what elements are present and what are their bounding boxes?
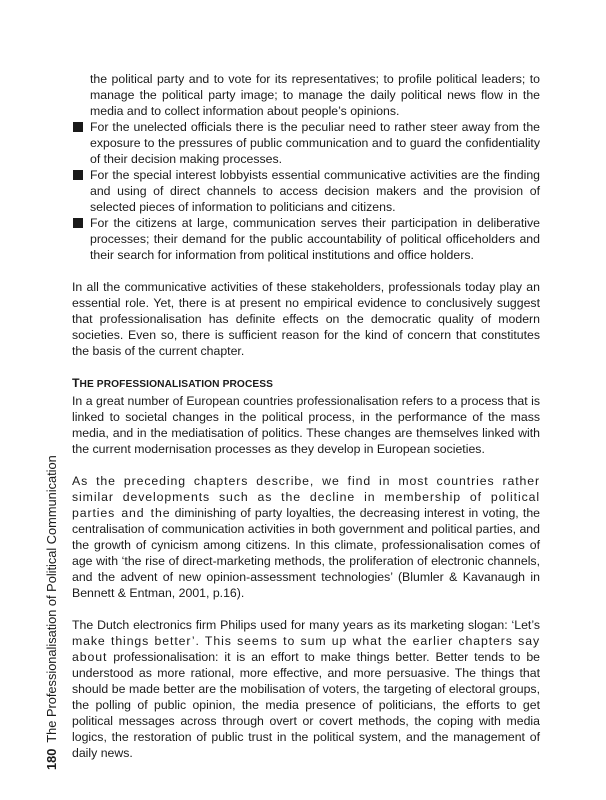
running-title: The Professionalisation of Political Communication xyxy=(44,455,59,743)
paragraph-spaced-line: make things better’. This seems to sum up what the earlier chapters say about xyxy=(72,634,540,664)
stakeholder-list xyxy=(72,119,540,263)
intro-continuation: the political party and to vote for its representatives; to profile political leaders; to manage the political party image; to manage the daily political news flow in the media and to collect information about people’s opinions. xyxy=(90,72,540,118)
paragraph-text: diminishing of party loyalties, the decreasing interest in voting, the centralisation of communication activities in both government and political parties, and the growth of cynicism among citizens. In this climate, professionalisation comes of age with ‘the rise of direct-marketing methods, the proliferation of electronic channels, and the advent of new opinion-assessment technologies’ (Blumler & Kavanaugh in Bennett & Entman, 2001, p.16). xyxy=(72,506,541,600)
list-item xyxy=(72,215,540,263)
paragraph-spaced-lines: As the preceding chapters describe, we find in most countries rather similar developments such as the decline in membership of political parties and the xyxy=(72,474,540,520)
paragraph: In a great number of European countries professionalisation refers to a process that is linked to societal changes in the political process, in the performance of the mass media, and in the mediatisation of politics. These changes are themselves linked with the current modernisation processes as they develop in European societies. xyxy=(72,394,540,456)
paragraph xyxy=(72,617,540,761)
body-text xyxy=(72,71,540,761)
list-item-text: For the unelected officials there is the peculiar need to rather steer away from the exposure to the pressures of public communication and to guard the confidentiality of their decision making processes. xyxy=(90,120,540,166)
paragraph xyxy=(72,473,540,601)
section-heading-rest: HE PROFESSIONALISATION PROCESS xyxy=(79,379,274,390)
paragraph-text: The Dutch electronics firm Philips used for many years as its marketing slogan: ‘Let’s xyxy=(72,618,540,632)
paragraph: In all the communicative activities of these stakeholders, professionals today play an essential role. Yet, there is at present no empirical evidence to conclusively suggest that professionalisation has definite effects on the democratic quality of modern societies. Even so, there is sufficient reason for the kind of concern that constitutes the basis of the current chapter. xyxy=(72,280,540,358)
paragraph-text: professionalisation: it is an effort to make things better. Better tends to be understood as more rational, more effective, and more persuasive. The things that should be made better are the mobilisation of voters, the targeting of electoral groups, the polling of public opinion, the media presence of politicians, the efforts to get political messages across through overt or covert methods, the coping with media logics, the restoration of public trust in the political system, and the management of daily news. xyxy=(72,650,541,760)
bullet-square-icon xyxy=(73,170,83,180)
section-heading xyxy=(72,375,540,393)
running-head xyxy=(45,455,59,770)
list-item-text: For the special interest lobbyists essential communicative activities are the finding and using of direct channels to access decision makers and the provision of selected pieces of information to politicians and citizens. xyxy=(90,168,540,214)
list-item-text: For the citizens at large, communication serves their participation in deliberative processes; their demand for the public accountability of political officeholders and their search for information from political institutions and office holders. xyxy=(90,216,540,262)
bullet-square-icon xyxy=(73,122,83,132)
section-heading-initial: T xyxy=(72,376,80,390)
list-item xyxy=(72,119,540,167)
bullet-square-icon xyxy=(73,218,83,228)
list-item xyxy=(72,167,540,215)
page-number: 180 xyxy=(44,748,59,770)
